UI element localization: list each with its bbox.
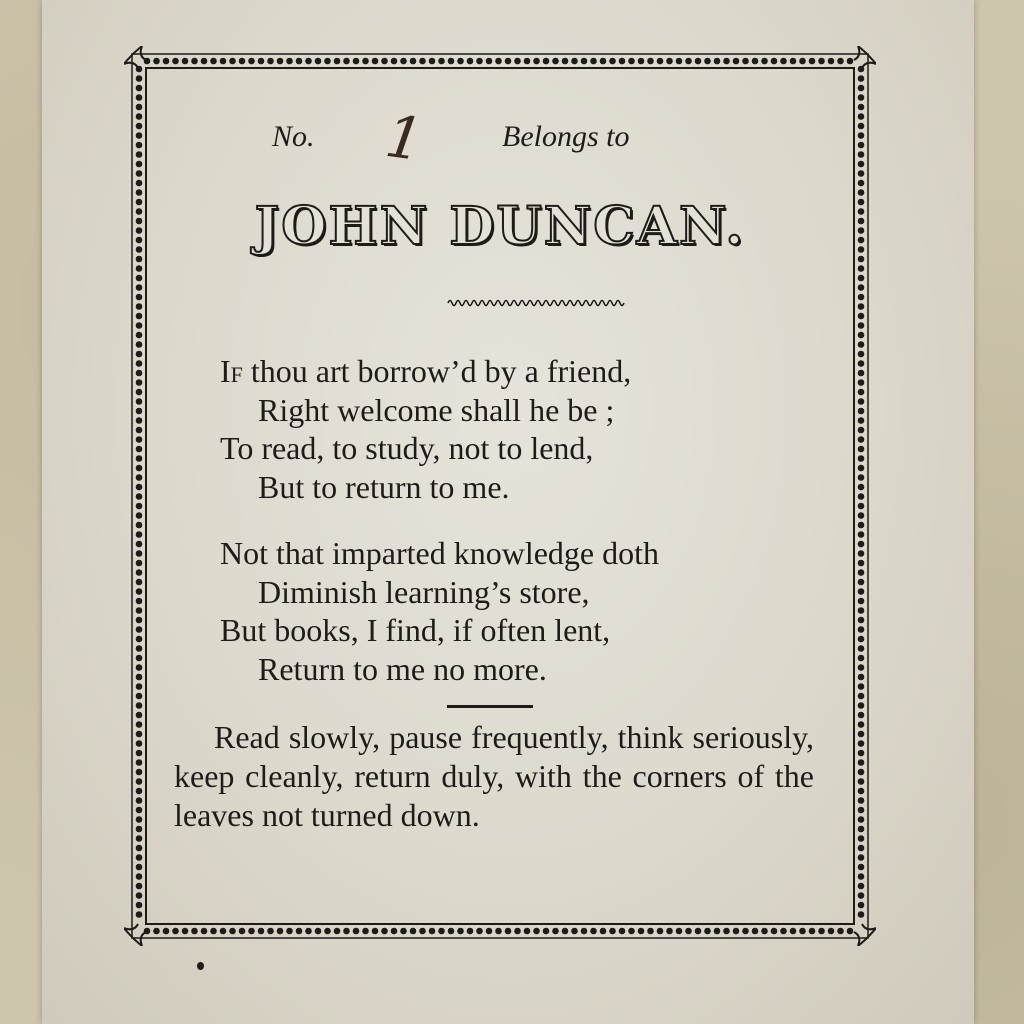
verse-1-line-1 <box>220 352 631 391</box>
verse-2-line-4: Return to me no more. <box>258 650 547 687</box>
verse-2 <box>220 534 659 688</box>
ink-speck <box>197 962 204 970</box>
verse-1-line-3: To read, to study, not to lend, <box>220 430 594 466</box>
wavy-divider <box>446 296 626 310</box>
bookplate-content <box>124 46 876 946</box>
number-label: No. <box>272 120 315 153</box>
handwritten-number: 1 <box>381 101 428 175</box>
horizontal-rule <box>447 705 533 708</box>
verse-1-line-4: But to return to me. <box>258 468 510 505</box>
ownership-line <box>124 101 876 182</box>
owner-name: JOHN DUNCAN. <box>254 196 746 257</box>
verse-2-line-2: Diminish learning’s store, <box>258 573 590 610</box>
verse-1-line-2: Right welcome shall he be ; <box>258 391 615 428</box>
reading-maxim <box>174 718 814 835</box>
verse-1 <box>220 352 631 506</box>
belongs-to-label: Belongs to <box>502 120 630 153</box>
verse-1-line-1-rest: thou art borrow’d by a friend, <box>242 353 632 389</box>
verse-1-first-word: If <box>220 353 243 389</box>
maxim-text: Read slowly, pause frequently, think seriously, keep cleanly, return duly, with the corners of the leaves not turned down. <box>174 719 814 833</box>
verse-2-line-3: But books, I find, if often lent, <box>220 612 611 648</box>
verse-2-line-1: Not that imparted knowledge doth <box>220 535 660 571</box>
